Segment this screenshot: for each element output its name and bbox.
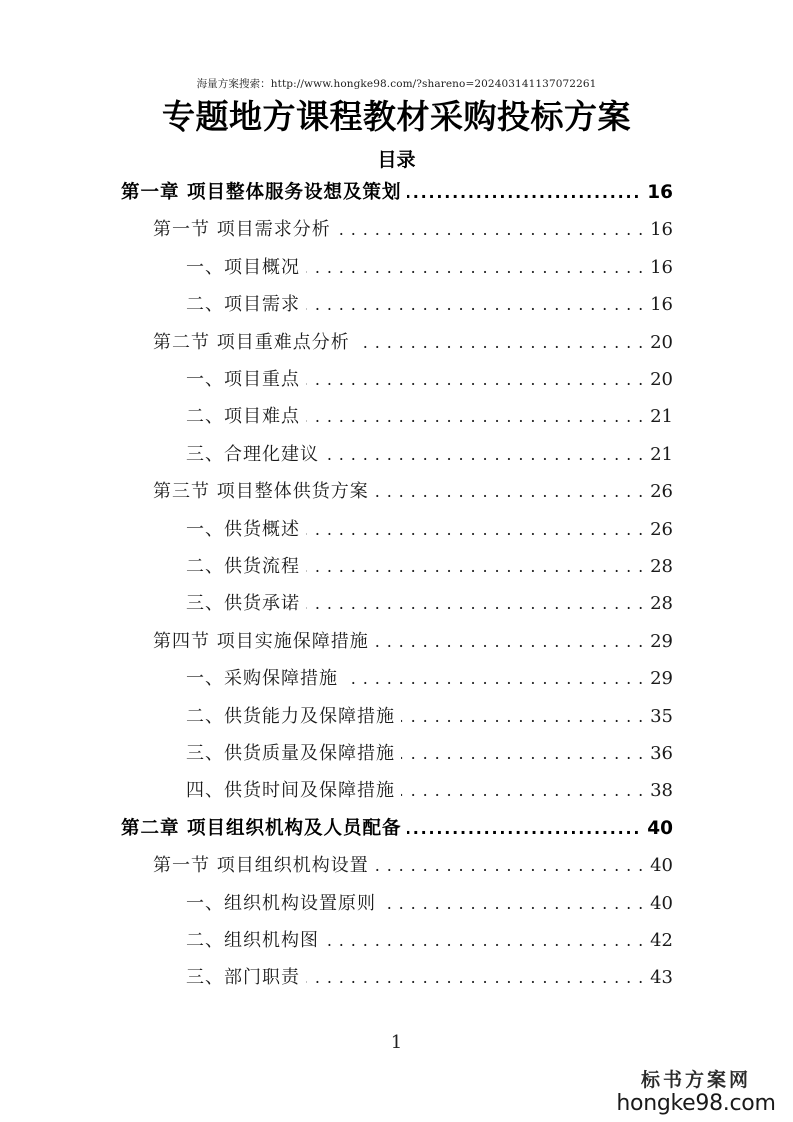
toc-entry[interactable] — [186, 398, 673, 436]
toc-entry-page: 38 — [650, 780, 673, 802]
toc-entry[interactable] — [186, 698, 673, 736]
toc-entry-page: 28 — [650, 556, 673, 577]
toc-entry-label: 二、供货能力及保障措施 — [186, 705, 395, 727]
toc-entry-label: 一、供货概述 — [186, 518, 300, 540]
toc-entry[interactable] — [186, 922, 673, 960]
toc-entry[interactable] — [186, 772, 673, 810]
document-title: 专题地方课程教材采购投标方案 — [162, 97, 631, 136]
toc-dot-leader — [306, 249, 644, 287]
toc-entry-label: 第三节 项目整体供货方案 — [153, 481, 369, 503]
toc-entry-label: 第一章 项目整体服务设想及策划 — [121, 182, 402, 203]
toc-dot-leader — [375, 473, 644, 511]
toc-dot-leader — [306, 548, 644, 586]
toc-entry-page: 28 — [650, 593, 673, 615]
toc-entry-page: 35 — [650, 705, 673, 727]
toc-entry[interactable] — [153, 324, 673, 362]
toc-entry-page: 26 — [650, 518, 673, 540]
page-number: 1 — [390, 1032, 403, 1053]
toc-heading: 目录 — [377, 149, 416, 171]
toc-entry-page: 16 — [650, 294, 673, 316]
toc-entry-page: 21 — [650, 406, 673, 428]
toc-entry-label: 第一节 项目组织机构设置 — [153, 855, 369, 877]
toc-entry[interactable] — [121, 810, 673, 848]
toc-entry-label: 一、组织机构设置原则 — [186, 892, 376, 914]
toc-entry-page: 40 — [650, 855, 673, 877]
toc-dot-leader — [375, 623, 644, 661]
toc-entry-page: 20 — [650, 369, 673, 390]
toc-entry-page: 16 — [647, 182, 673, 203]
toc-entry-page: 26 — [650, 481, 673, 503]
toc-dot-leader — [401, 735, 644, 773]
toc-dot-leader — [306, 286, 644, 324]
toc-entry-label: 二、项目需求 — [186, 294, 300, 316]
toc-dot-leader — [382, 885, 644, 923]
toc-entry-page: 16 — [650, 219, 673, 241]
toc-dot-leader — [401, 698, 644, 736]
toc-entry-label: 二、组织机构图 — [186, 930, 319, 951]
toc-entry[interactable] — [153, 473, 673, 511]
toc-entry[interactable] — [186, 735, 673, 773]
toc-entry[interactable] — [186, 585, 673, 623]
toc-entry-label: 一、项目概况 — [186, 256, 300, 278]
toc-entry-page: 40 — [647, 817, 673, 839]
toc-dot-leader — [401, 772, 644, 810]
toc-entry[interactable] — [186, 660, 673, 698]
toc-entry-label: 第二节 项目重难点分析 — [153, 331, 350, 353]
toc-entry-label: 二、项目难点 — [186, 406, 300, 428]
toc-entry-label: 第二章 项目组织机构及人员配备 — [121, 817, 402, 839]
toc-entry-page: 42 — [650, 930, 673, 951]
watermark-en-text: hongke98.com — [616, 1091, 776, 1116]
table-of-contents — [0, 174, 793, 994]
toc-entry-page: 40 — [650, 892, 673, 914]
toc-entry[interactable] — [186, 436, 673, 474]
toc-entry[interactable] — [186, 511, 673, 549]
toc-entry[interactable] — [186, 959, 673, 997]
toc-entry-label: 三、合理化建议 — [186, 443, 319, 465]
toc-dot-leader — [325, 436, 644, 474]
toc-dot-leader — [306, 959, 644, 997]
toc-dot-leader — [337, 211, 644, 249]
toc-entry-label: 第一节 项目需求分析 — [153, 219, 331, 241]
toc-entry[interactable] — [153, 623, 673, 661]
toc-entry[interactable] — [153, 847, 673, 885]
toc-entry[interactable] — [186, 361, 673, 399]
toc-entry-page: 36 — [650, 743, 673, 764]
toc-entry-page: 29 — [650, 630, 673, 652]
toc-entry-label: 四、供货时间及保障措施 — [186, 780, 395, 802]
toc-entry-label: 一、采购保障措施 — [186, 668, 338, 690]
toc-dot-leader — [306, 511, 644, 549]
toc-dot-leader — [407, 174, 641, 212]
toc-entry-label: 三、部门职责 — [186, 967, 300, 989]
toc-entry-page: 43 — [650, 967, 673, 989]
toc-entry[interactable] — [121, 174, 673, 212]
toc-entry[interactable] — [186, 286, 673, 324]
toc-dot-leader — [325, 922, 644, 960]
toc-entry-label: 三、供货质量及保障措施 — [186, 743, 395, 764]
watermark-cn-text: 标书方案网 — [640, 1069, 751, 1091]
toc-dot-leader — [344, 660, 644, 698]
toc-entry-label: 一、项目重点 — [186, 369, 300, 390]
site-watermark-logo — [611, 1069, 781, 1117]
toc-dot-leader — [306, 585, 644, 623]
toc-entry-label: 第四节 项目实施保障措施 — [153, 630, 369, 652]
toc-entry-page: 16 — [650, 256, 673, 278]
toc-entry-label: 三、供货承诺 — [186, 593, 300, 615]
toc-entry[interactable] — [186, 548, 673, 586]
toc-dot-leader — [356, 324, 644, 362]
toc-entry[interactable] — [153, 211, 673, 249]
toc-dot-leader — [407, 810, 641, 848]
toc-entry-page: 20 — [650, 331, 673, 353]
toc-dot-leader — [375, 847, 644, 885]
toc-dot-leader — [306, 361, 644, 399]
toc-entry-page: 21 — [650, 443, 673, 465]
toc-entry[interactable] — [186, 885, 673, 923]
header-source-note: 海量方案搜索：http://www.hongke98.com/?shareno=202403141137072261 — [196, 78, 597, 90]
toc-entry-page: 29 — [650, 668, 673, 690]
toc-dot-leader — [306, 398, 644, 436]
toc-entry-label: 二、供货流程 — [186, 556, 300, 577]
toc-entry[interactable] — [186, 249, 673, 287]
